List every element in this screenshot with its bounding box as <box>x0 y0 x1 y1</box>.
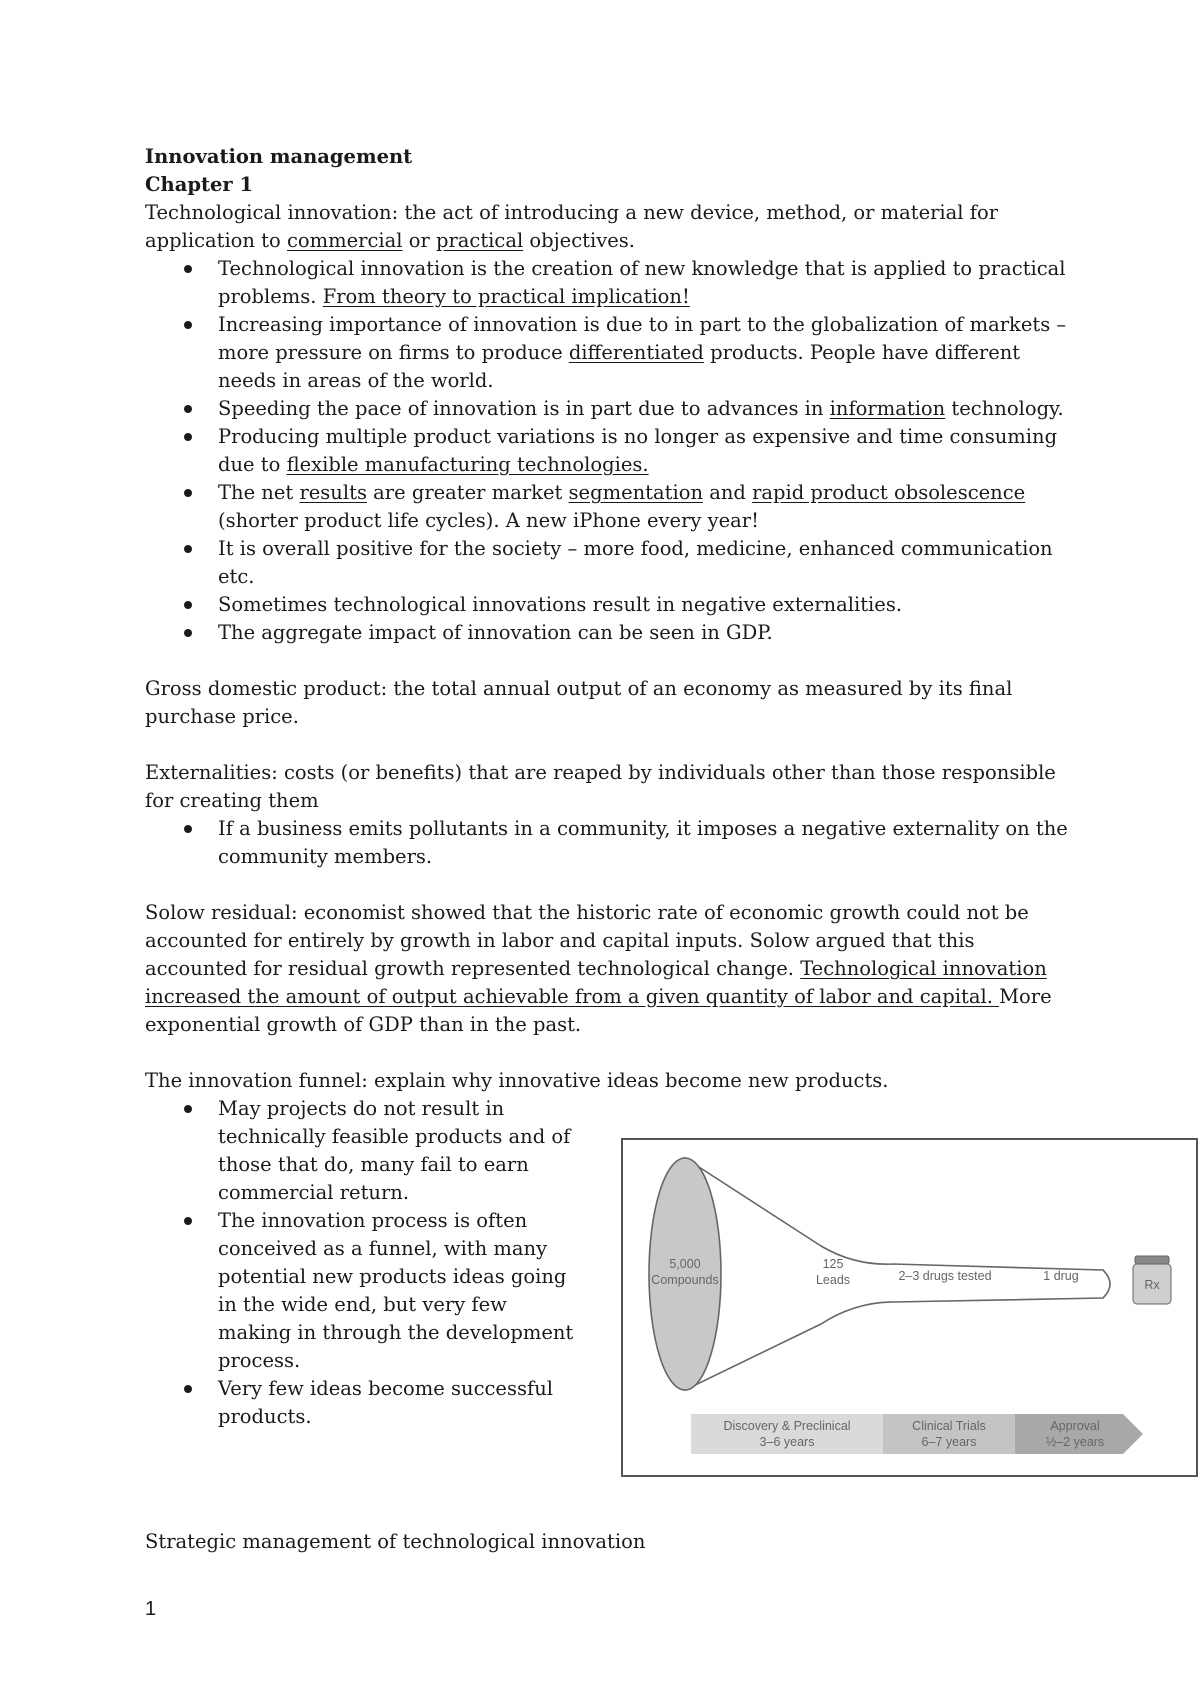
phase-clinical-years: 6–7 years <box>921 1435 977 1449</box>
funnel-bullets <box>145 1095 578 1431</box>
phase-timeline <box>691 1414 1143 1454</box>
list-item: It is overall positive for the society – more food, medicine, enhanced communication etc. <box>218 535 1075 591</box>
phase-discovery-name: Discovery & Preclinical <box>723 1419 851 1433</box>
externalities-definition: Externalities: costs (or benefits) that are reaped by individuals other than those responsible for creating them <box>145 761 1056 812</box>
page-number: 1 <box>145 1598 157 1620</box>
list-item: The aggregate impact of innovation can be seen in GDP. <box>218 619 1075 647</box>
list-item: May projects do not result in technically feasible products and of those that do, many fail to earn commercial return. <box>218 1095 578 1207</box>
rx-bottle-icon <box>1133 1256 1171 1304</box>
list-item: Producing multiple product variations is no longer as expensive and time consuming due to flexible manufacturing technologies. <box>218 423 1075 479</box>
compounds-label: Compounds <box>651 1273 719 1287</box>
section-heading-strategic: Strategic management of technological innovation <box>145 1530 646 1553</box>
chapter-heading: Chapter 1 <box>145 173 254 196</box>
definition-technological-innovation: Technological innovation: the act of introducing a new device, method, or material for application to commercial or practical objectives. <box>145 201 999 252</box>
leads-number: 125 <box>822 1257 844 1271</box>
phase-approval-name: Approval <box>1050 1419 1100 1433</box>
list-item: The net results are greater market segmentation and rapid product obsolescence (shorter product life cycles). A new iPhone every year! <box>218 479 1075 535</box>
list-item: Sometimes technological innovations result in negative externalities. <box>218 591 1075 619</box>
compounds-number: 5,000 <box>669 1257 701 1271</box>
list-item: If a business emits pollutants in a community, it imposes a negative externality on the community members. <box>218 815 1075 871</box>
innovation-funnel-figure <box>621 1138 1198 1477</box>
funnel-intro: The innovation funnel: explain why innovative ideas become new products. <box>145 1069 889 1092</box>
svg-text:Rx: Rx <box>1144 1278 1160 1292</box>
solow-residual-paragraph: Solow residual: economist showed that the historic rate of economic growth could not be accounted for entirely by growth in labor and capital inputs. Solow argued that this accounted for residual growth represented technological change. Technological innovation increased the amount of output achievable from a given quantity of labor and capital. More exponential growth of GDP than in the past. <box>145 901 1052 1036</box>
doc-title: Innovation management <box>145 145 413 168</box>
innovation-bullets <box>145 255 1075 647</box>
drugs-tested-label: 2–3 drugs tested <box>898 1269 992 1283</box>
phase-discovery-years: 3–6 years <box>759 1435 815 1449</box>
leads-label: Leads <box>815 1273 851 1287</box>
funnel-diagram <box>623 1140 1196 1475</box>
phase-approval-years: ½–2 years <box>1045 1435 1105 1449</box>
list-item: Very few ideas become successful products. <box>218 1375 578 1431</box>
list-item: Speeding the pace of innovation is in part due to advances in information technology. <box>218 395 1075 423</box>
phase-clinical-name: Clinical Trials <box>912 1419 986 1433</box>
one-drug-label: 1 drug <box>1043 1269 1079 1283</box>
list-item: Increasing importance of innovation is due to in part to the globalization of markets – more pressure on firms to produce differentiated products. People have different needs in areas of the world. <box>218 311 1075 395</box>
list-item: The innovation process is often conceived as a funnel, with many potential new products ideas going in the wide end, but very few making in through the development process. <box>218 1207 578 1375</box>
list-item: Technological innovation is the creation of new knowledge that is applied to practical problems. From theory to practical implication! <box>218 255 1075 311</box>
gdp-definition: Gross domestic product: the total annual output of an economy as measured by its final purchase price. <box>145 677 1013 728</box>
externalities-bullets <box>145 815 1075 871</box>
